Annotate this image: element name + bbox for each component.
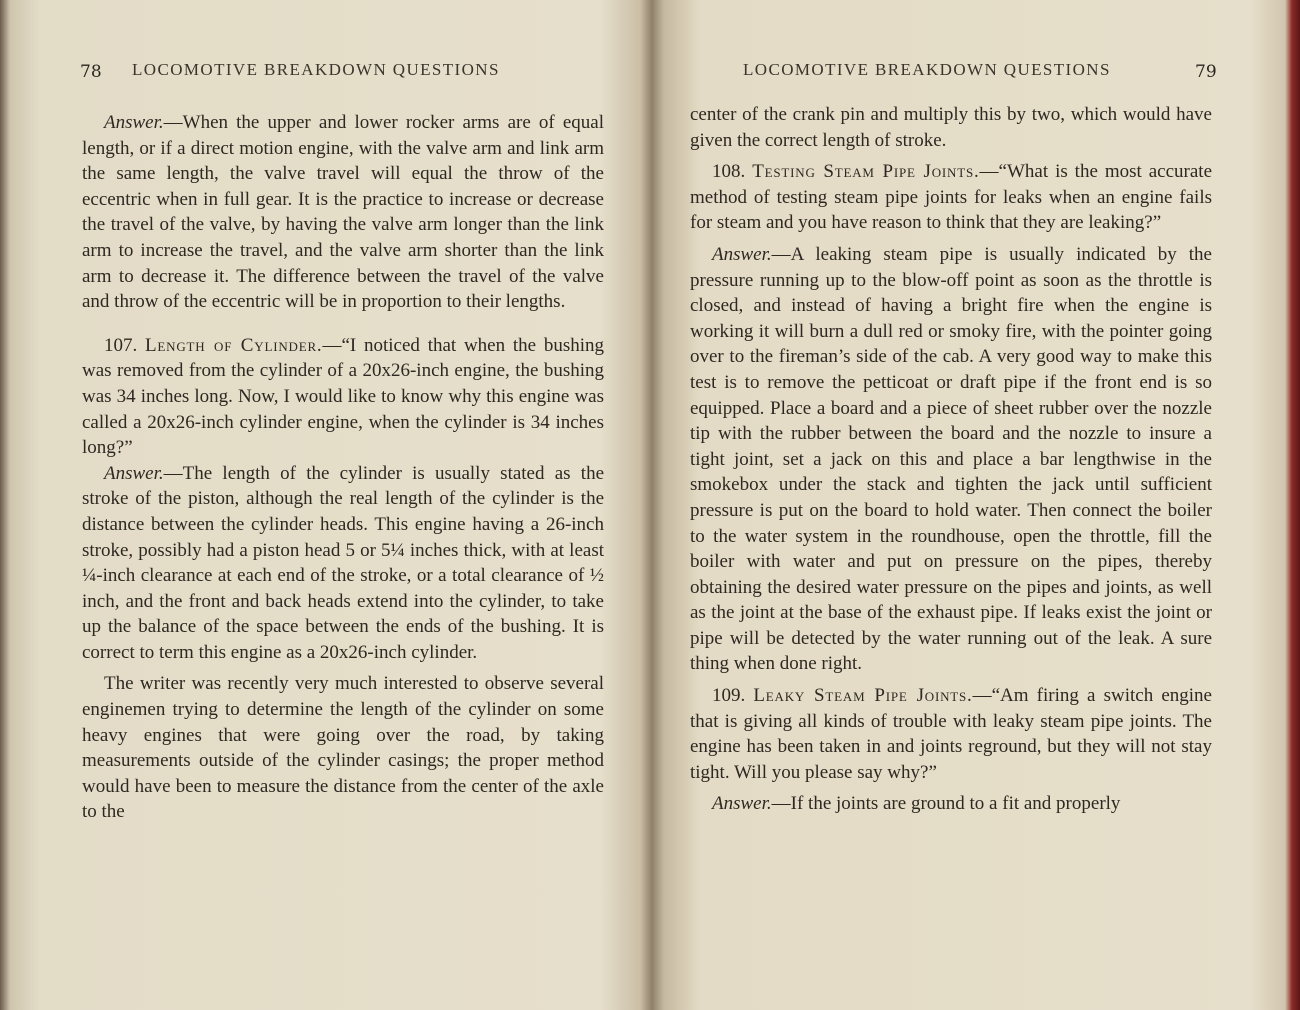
question-number: 107. <box>104 334 138 356</box>
question-text: —“Am firing a switch engine that is giving all kinds of trouble with leaky steam pipe joints. The engine has been taken in and joints reground, but they will not stay tight. Will you please say why?” <box>690 685 1212 783</box>
question-paragraph <box>82 333 604 461</box>
answer-label: Answer. <box>712 793 772 815</box>
left-body-text <box>82 110 604 825</box>
paragraph <box>82 671 604 825</box>
paragraph <box>82 461 604 666</box>
question-title: Length of Cylinder. <box>145 334 323 356</box>
right-page <box>650 0 1300 1010</box>
paragraph-text: center of the crank pin and multiply this by two, which would have given the correct length of stroke. <box>690 104 1212 151</box>
question-text: —“I noticed that when the bushing was removed from the cylinder of a 20x26-inch engine, the bushing was 34 inches long. Now, I would like to know why this engine was called a 20x26-inch cylinder engine, when the cylinder is 34 inches long?” <box>82 334 604 459</box>
right-running-head: LOCOMOTIVE BREAKDOWN QUESTIONS <box>743 60 1111 79</box>
question-paragraph <box>690 159 1212 236</box>
paragraph-text: —When the upper and lower rocker arms are of equal length, or if a direct motion engine, with the valve arm and link arm the same length, the valve travel will equal the throw of the eccentric when in full gear. It is the practice to increase or decrease the travel of the valve, by having the valve arm longer than the link arm to increase the travel, and the valve arm shorter than the link arm to decrease it. The difference between the travel of the valve and throw of the eccentric will be in proportion to their lengths. <box>82 112 604 313</box>
left-page-number: 78 <box>80 62 102 82</box>
question-number: 108. <box>712 161 746 183</box>
paragraph-text: —If the joints are ground to a fit and properly <box>771 793 1121 815</box>
question-paragraph <box>690 683 1212 785</box>
question-number: 109. <box>712 685 746 707</box>
paragraph-text: The writer was recently very much interested to observe several enginemen trying to determine the length of the cylinder on some heavy engines that were going over the road, by taking measurements outside of the cylinder casings; the proper method would have been to measure the distance from the center of the axle to the <box>82 673 604 823</box>
paragraph-text: —The length of the cylinder is usually stated as the stroke of the piston, although the real length of the cylinder is the distance between the cylinder heads. This engine having a 26-inch stroke, possibly had a piston head 5 or 5¼ inches thick, with at least ¼-inch clearance at each end of the stroke, or a total clearance of ½ inch, and the front and back heads extend into the cylinder, to take up the balance of the space between the ends of the bushing. It is correct to term this engine as a 20x26-inch cylinder. <box>82 462 604 663</box>
question-title: Leaky Steam Pipe Joints. <box>753 685 973 707</box>
answer-label: Answer. <box>712 243 772 265</box>
right-page-number: 79 <box>1195 62 1217 82</box>
paragraph <box>82 110 604 315</box>
paragraph-text: —A leaking steam pipe is usually indicated by the pressure running up to the blow-off point as soon as the throttle is closed, and instead of having a bright fire when the engine is working it will burn a dull red or smoky fire, with the pointer going over to the fireman’s side of the cab. A very good way to make this test is to remove the petticoat or draft pipe if the front end is so equipped. Place a board and a piece of sheet rubber over the nozzle tip with the rubber between the board and the nozzle to insure a tight joint, set a jack on this and place a bar lengthwise in the smokebox under the stack and tighten the jack until sufficient pressure is put on the board to hold water. Then connect the boiler to the water system in the roundhouse, open the throttle, fill the boiler with water and put on pressure on the pipes, thereby obtaining the desired water pressure on the pipes and joints, as well as the joint at the base of the exhaust pipe. If leaks exist the joint or pipe will be detected by the water running out of the leak. A sure thing when done right. <box>690 243 1212 675</box>
question-title: Testing Steam Pipe Joints. <box>752 161 980 183</box>
answer-label: Answer. <box>104 112 164 133</box>
question-text: —“What is the most accurate method of testing steam pipe joints for leaks when an engine fails for steam and you have reason to think that they are leaking?” <box>690 161 1213 234</box>
paragraph <box>690 242 1212 677</box>
paragraph <box>690 791 1212 817</box>
paragraph <box>690 102 1212 153</box>
answer-label: Answer. <box>104 462 164 484</box>
right-body-text <box>690 102 1212 817</box>
left-running-head: LOCOMOTIVE BREAKDOWN QUESTIONS <box>132 60 500 79</box>
